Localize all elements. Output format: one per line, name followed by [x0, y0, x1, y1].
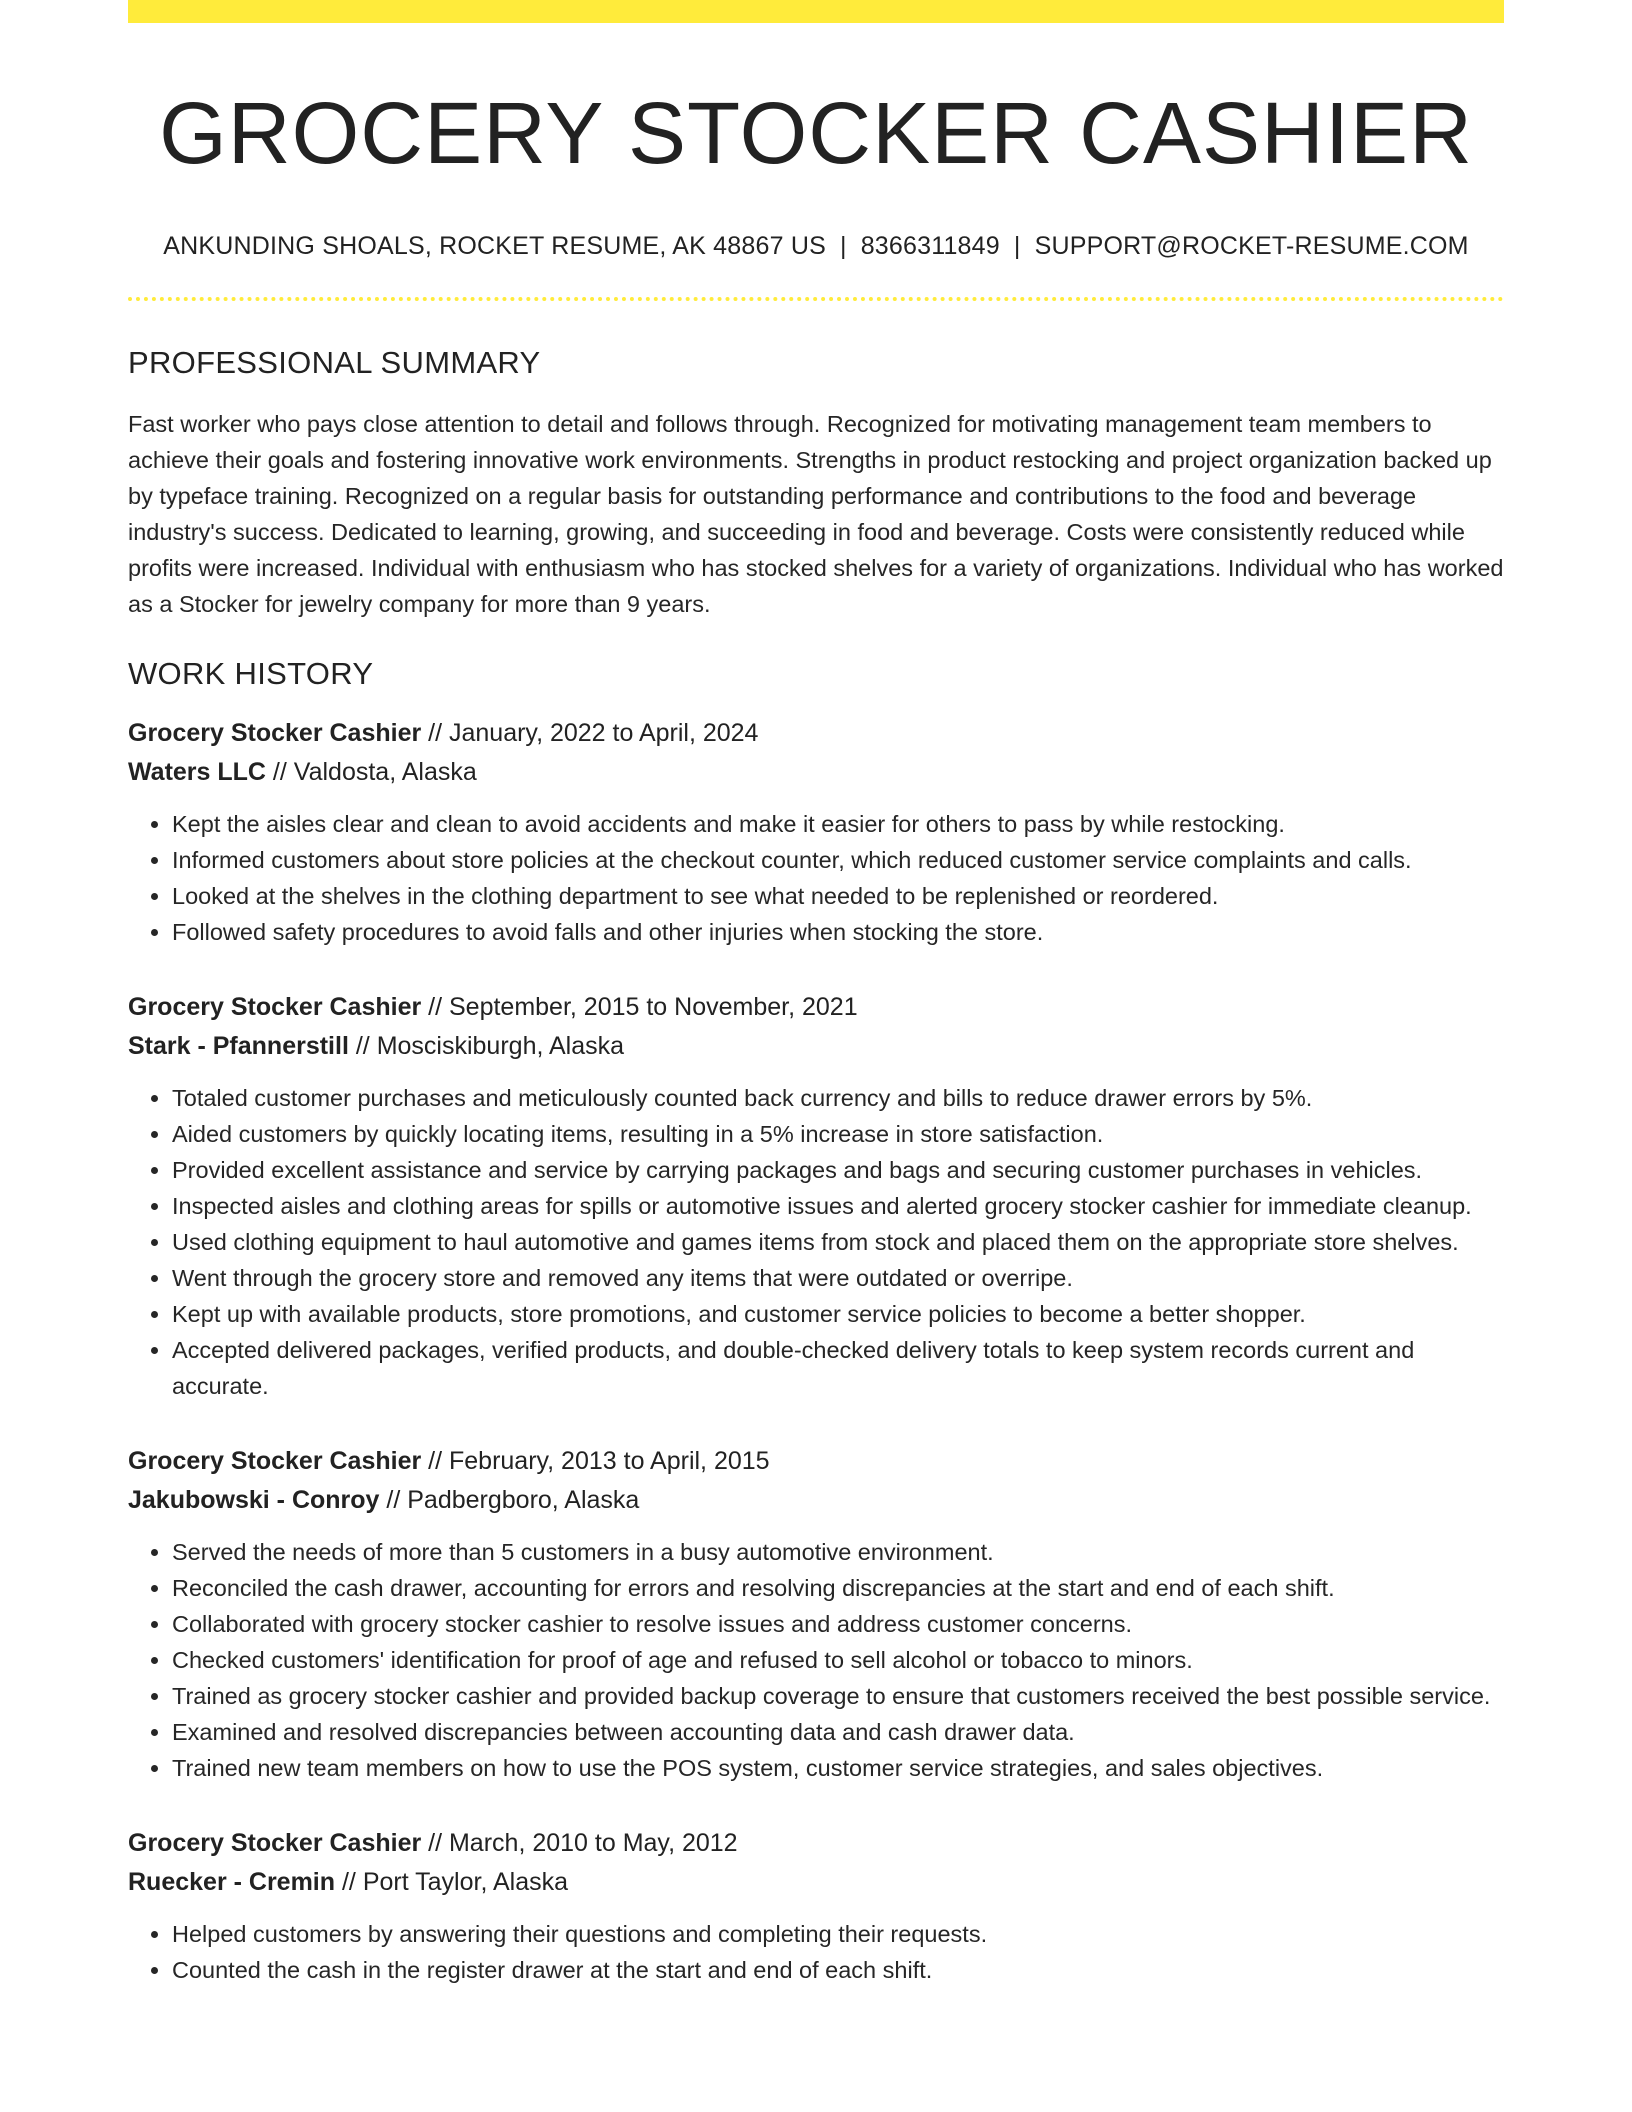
job-location: // Valdosta, Alaska	[265, 757, 477, 786]
job-bullet: • Provided excellent assistance and service by carrying packages and bags and securing customer purchases in vehicles.	[172, 1152, 1504, 1188]
job-company: Jakubowski - Conroy	[128, 1485, 380, 1514]
job-bullet: • Used clothing equipment to haul automotive and games items from stock and placed them on the appropriate store shelves.	[172, 1224, 1504, 1260]
job-bullet: • Informed customers about store policies at the checkout counter, which reduced customer service complaints and calls.	[172, 842, 1504, 878]
job-company: Waters LLC	[128, 757, 266, 786]
job-company: Ruecker - Cremin	[128, 1867, 336, 1896]
contact-line	[128, 232, 1504, 261]
job-title-line	[128, 714, 1504, 753]
job-bullet: • Kept up with available products, store promotions, and customer service policies to become a better shopper.	[172, 1296, 1504, 1332]
job-company-line	[128, 1863, 1504, 1902]
job-bullets	[128, 1534, 1504, 1786]
job-title-line	[128, 988, 1504, 1027]
job-bullet: • Collaborated with grocery stocker cashier to resolve issues and address customer concerns.	[172, 1606, 1504, 1642]
job-role: Grocery Stocker Cashier	[128, 1446, 422, 1475]
job-bullet: • Totaled customer purchases and meticulously counted back currency and bills to reduce drawer errors by 5%.	[172, 1080, 1504, 1116]
job-dates: // February, 2013 to April, 2015	[421, 1446, 770, 1475]
job-bullet: • Trained new team members on how to use the POS system, customer service strategies, and sales objectives.	[172, 1750, 1504, 1786]
job-entry	[128, 988, 1504, 1404]
job-title-line	[128, 1442, 1504, 1481]
job-bullet: • Aided customers by quickly locating items, resulting in a 5% increase in store satisfaction.	[172, 1116, 1504, 1152]
job-bullet: • Helped customers by answering their questions and completing their requests.	[172, 1916, 1504, 1952]
job-role: Grocery Stocker Cashier	[128, 992, 422, 1021]
resume-name: GROCERY STOCKER CASHIER	[159, 85, 1473, 182]
job-bullet: • Counted the cash in the register drawer at the start and end of each shift.	[172, 1952, 1504, 1988]
job-bullets	[128, 1916, 1504, 1988]
contact-email: SUPPORT@ROCKET-RESUME.COM	[1034, 231, 1469, 260]
resume-page	[128, 0, 1504, 1988]
top-accent-bar	[128, 0, 1504, 23]
job-role: Grocery Stocker Cashier	[128, 1828, 422, 1857]
job-bullet: • Inspected aisles and clothing areas for spills or automotive issues and alerted grocery stocker cashier for immediate cleanup.	[172, 1188, 1504, 1224]
summary-heading: PROFESSIONAL SUMMARY	[128, 344, 541, 380]
job-bullet: • Followed safety procedures to avoid falls and other injuries when stocking the store.	[172, 914, 1504, 950]
job-bullet: • Examined and resolved discrepancies between accounting data and cash drawer data.	[172, 1714, 1504, 1750]
job-dates: // September, 2015 to November, 2021	[421, 992, 858, 1021]
contact-separator: |	[1013, 231, 1021, 260]
job-dates: // January, 2022 to April, 2024	[421, 718, 759, 747]
job-bullet: • Trained as grocery stocker cashier and provided backup coverage to ensure that customers received the best possible service.	[172, 1678, 1504, 1714]
job-title-line	[128, 1824, 1504, 1863]
job-bullet: • Kept the aisles clear and clean to avoid accidents and make it easier for others to pass by while restocking.	[172, 806, 1504, 842]
job-location: // Mosciskiburgh, Alaska	[348, 1031, 625, 1060]
job-entry	[128, 714, 1504, 950]
job-bullets	[128, 1080, 1504, 1404]
contact-phone: 8366311849	[860, 231, 1000, 260]
job-bullet: • Accepted delivered packages, verified products, and double-checked delivery totals to keep system records current and accurate.	[172, 1332, 1504, 1404]
summary-text: Fast worker who pays close attention to detail and follows through. Recognized for motivating management team members to achieve their goals and fostering innovative work environments. Strengths in product restocking and project organization backed up by typeface training. Recognized on a regular basis for outstanding performance and contributions to the food and beverage industry's success. Dedicated to learning, growing, and succeeding in food and beverage. Costs were consistently reduced while profits were increased. Individual with enthusiasm who has stocked shelves for a variety of organizations. Individual who has worked as a Stocker for jewelry company for more than 9 years.	[128, 410, 1504, 617]
job-company: Stark - Pfannerstill	[128, 1031, 349, 1060]
job-bullet: • Checked customers' identification for proof of age and refused to sell alcohol or tobacco to minors.	[172, 1642, 1504, 1678]
job-bullet: • Served the needs of more than 5 customers in a busy automotive environment.	[172, 1534, 1504, 1570]
job-location: // Padbergboro, Alaska	[379, 1485, 640, 1514]
dotted-divider	[128, 297, 1504, 301]
job-bullet: • Reconciled the cash drawer, accounting for errors and resolving discrepancies at the start and end of each shift.	[172, 1570, 1504, 1606]
job-role: Grocery Stocker Cashier	[128, 718, 422, 747]
job-entry	[128, 1442, 1504, 1786]
job-company-line	[128, 1481, 1504, 1520]
job-location: // Port Taylor, Alaska	[335, 1867, 569, 1896]
contact-address: ANKUNDING SHOALS, ROCKET RESUME, AK 48867 US	[163, 231, 826, 260]
work-history-heading: WORK HISTORY	[128, 655, 374, 691]
job-company-line	[128, 1027, 1504, 1066]
job-bullet: • Went through the grocery store and removed any items that were outdated or overripe.	[172, 1260, 1504, 1296]
job-company-line	[128, 753, 1504, 792]
contact-separator: |	[839, 231, 847, 260]
job-bullet: • Looked at the shelves in the clothing department to see what needed to be replenished or reordered.	[172, 878, 1504, 914]
job-entry	[128, 1824, 1504, 1988]
job-bullets	[128, 806, 1504, 950]
job-dates: // March, 2010 to May, 2012	[421, 1828, 738, 1857]
